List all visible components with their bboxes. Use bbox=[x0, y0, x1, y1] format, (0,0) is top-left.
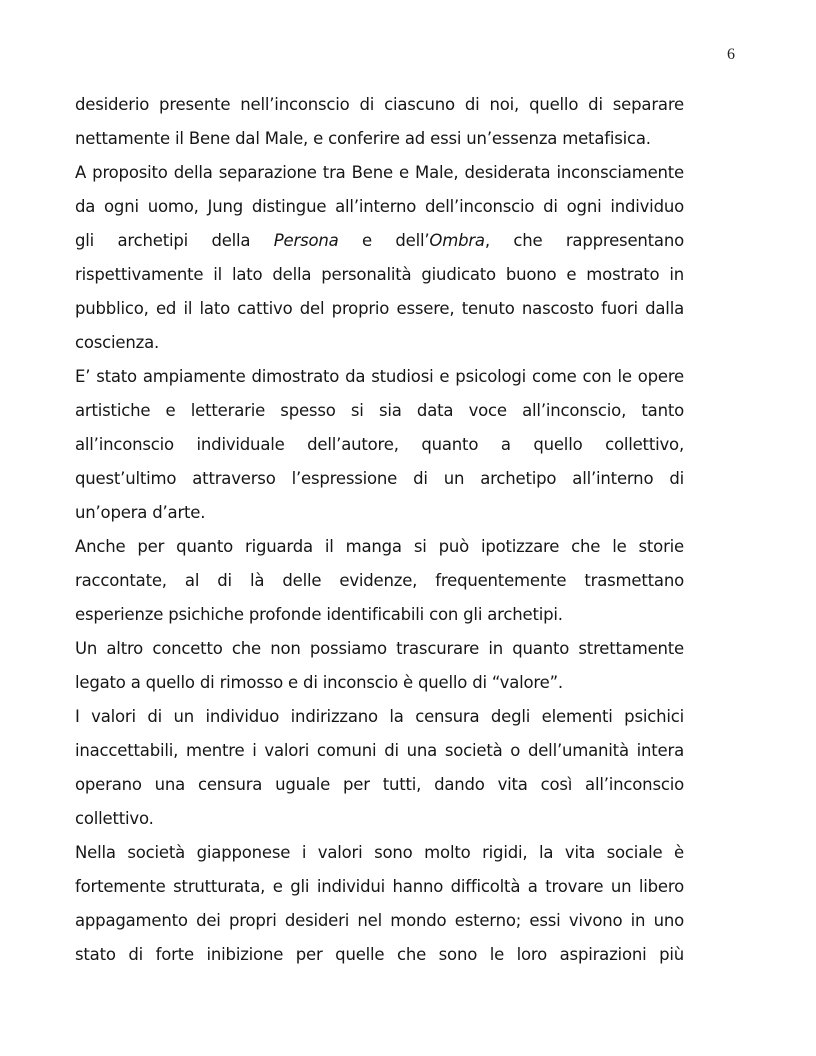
italic-term-ombra: Ombra bbox=[429, 231, 485, 250]
text-line: all’inconscio individuale dell’autore, quanto a quello collettivo, bbox=[75, 435, 684, 454]
text-line: E’ stato ampiamente dimostrato da studiosi e psicologi come con le opere bbox=[75, 367, 684, 386]
text-line: legato a quello di rimosso e di inconscio è quello di “valore”. bbox=[75, 673, 563, 692]
line-segment: gli archetipi della bbox=[75, 231, 274, 250]
text-line: un’opera d’arte. bbox=[75, 503, 206, 522]
text-line: inaccettabili, mentre i valori comuni di una società o dell’umanità intera bbox=[75, 741, 684, 760]
text-line: A proposito della separazione tra Bene e Male, desiderata inconsciamente bbox=[75, 163, 684, 182]
body-text bbox=[75, 88, 684, 972]
text-line: raccontate, al di là delle evidenze, frequentemente trasmettano bbox=[75, 571, 684, 590]
text-line: quest’ultimo attraverso l’espressione di un archetipo all’interno di bbox=[75, 469, 684, 488]
text-line: stato di forte inibizione per quelle che sono le loro aspirazioni più bbox=[75, 945, 684, 964]
text-line: coscienza. bbox=[75, 333, 160, 352]
text-line bbox=[75, 224, 684, 258]
text-line: I valori di un individuo indirizzano la censura degli elementi psichici bbox=[75, 707, 684, 726]
text-line: nettamente il Bene dal Male, e conferire ad essi un’essenza metafisica. bbox=[75, 129, 651, 148]
text-line: collettivo. bbox=[75, 809, 154, 828]
text-line: Un altro concetto che non possiamo trascurare in quanto strettamente bbox=[75, 639, 684, 658]
line-segment: e dell’ bbox=[338, 231, 430, 250]
text-line: pubblico, ed il lato cattivo del proprio essere, tenuto nascosto fuori dalla bbox=[75, 299, 684, 318]
text-line: artistiche e letterarie spesso si sia data voce all’inconscio, tanto bbox=[75, 401, 684, 420]
text-line: da ogni uomo, Jung distingue all’interno dell’inconscio di ogni individuo bbox=[75, 197, 684, 216]
text-line: operano una censura uguale per tutti, dando vita così all’inconscio bbox=[75, 775, 684, 794]
text-line: fortemente strutturata, e gli individui hanno difficoltà a trovare un libero bbox=[75, 877, 684, 896]
text-line: esperienze psichiche profonde identificabili con gli archetipi. bbox=[75, 605, 563, 624]
text-line: desiderio presente nell’inconscio di ciascuno di noi, quello di separare bbox=[75, 95, 684, 114]
text-line: appagamento dei propri desideri nel mondo esterno; essi vivono in uno bbox=[75, 911, 684, 930]
text-line: rispettivamente il lato della personalità giudicato buono e mostrato in bbox=[75, 265, 684, 284]
page-number: 6 bbox=[727, 46, 735, 63]
italic-term-persona: Persona bbox=[273, 231, 339, 250]
line-segment: , che rappresentano bbox=[484, 231, 684, 250]
text-line: Anche per quanto riguarda il manga si può ipotizzare che le storie bbox=[75, 537, 684, 556]
text-line: Nella società giapponese i valori sono molto rigidi, la vita sociale è bbox=[75, 843, 684, 862]
